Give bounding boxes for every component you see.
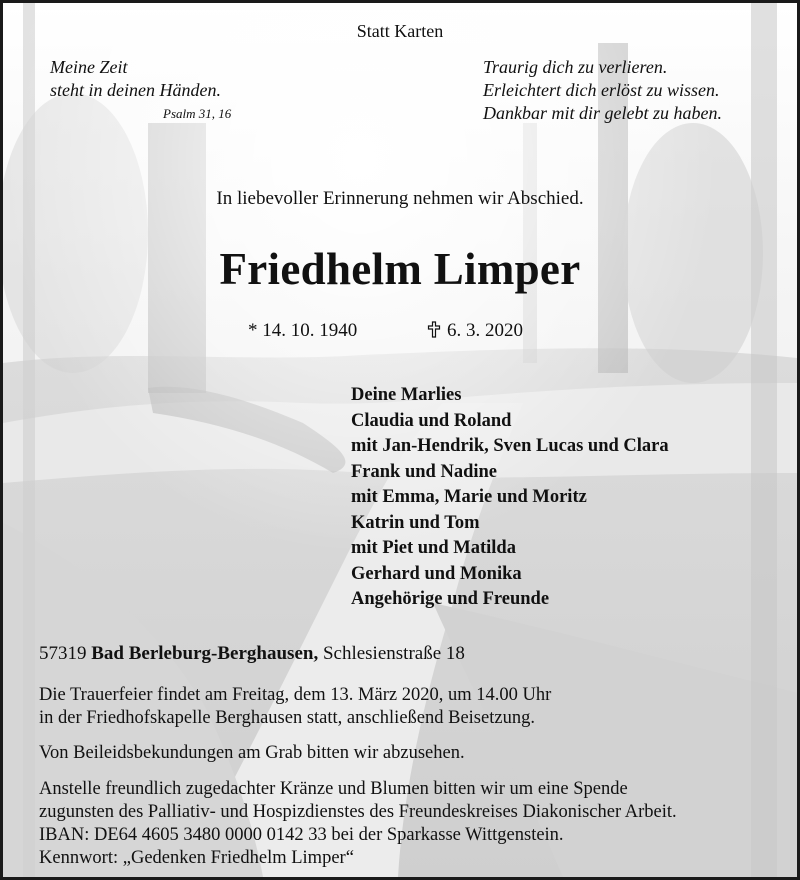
funeral-ceremony-info <box>39 684 551 730</box>
mourner-line: mit Emma, Marie und Moritz <box>351 487 587 507</box>
condolence-note: Von Beileidsbekundungen am Grab bitten wir abzusehen. <box>39 743 465 763</box>
postcode: 57319 <box>39 643 87 664</box>
psalm-reference: Psalm 31, 16 <box>163 106 232 121</box>
donation-request <box>39 778 677 870</box>
street: Schlesienstraße 18 <box>322 643 465 664</box>
cross-icon <box>427 321 441 338</box>
city: Bad Berleburg-Berghausen, <box>91 643 319 664</box>
mourner-line: Frank und Nadine <box>351 461 497 482</box>
mourner-line: Angehörige und Freunde <box>351 589 550 609</box>
mourners-list <box>351 383 669 613</box>
statt-karten-note: Statt Karten <box>356 21 444 41</box>
death-date: 6. 3. 2020 <box>447 320 523 341</box>
ceremony-line: in der Friedhofskapelle Berghausen statt, anschließend Beisetzung. <box>39 708 535 728</box>
donation-line: zugunsten des Palliativ- und Hospizdienstes des Freundeskreises Diakonischer Arbeit. <box>39 802 677 822</box>
verse-line: Dankbar mit dir gelebt zu haben. <box>483 103 722 123</box>
deceased-name: Friedhelm Limper <box>219 244 581 294</box>
mourner-line: Gerhard und Monika <box>351 563 522 584</box>
verse-line: steht in deinen Händen. <box>50 80 221 100</box>
donation-line: Anstelle freundlich zugedachter Kränze und Blumen bitten wir um eine Spende <box>39 779 628 799</box>
mourner-line: mit Jan-Hendrik, Sven Lucas und Clara <box>351 436 669 456</box>
mourner-line: mit Piet und Matilda <box>351 538 516 558</box>
ceremony-line: Die Trauerfeier findet am Freitag, dem 13. März 2020, um 14.00 Uhr <box>39 685 552 705</box>
death-date-group <box>427 320 523 342</box>
verse-line: Traurig dich zu verlieren. <box>483 57 668 77</box>
psalm-verse <box>50 56 221 102</box>
birth-date: * 14. 10. 1940 <box>248 320 358 341</box>
mourner-line: Deine Marlies <box>351 385 462 405</box>
mourner-line: Katrin und Tom <box>351 512 480 533</box>
family-address <box>39 643 465 665</box>
donation-line: Kennwort: „Gedenken Friedhelm Limper“ <box>39 848 354 868</box>
verse-line: Erleichtert dich erlöst zu wissen. <box>483 80 720 100</box>
donation-line: IBAN: DE64 4605 3480 0000 0142 33 bei der Sparkasse Wittgenstein. <box>39 825 564 845</box>
verse-line: Meine Zeit <box>50 57 128 77</box>
farewell-verse <box>483 56 722 125</box>
remembrance-intro: In liebevoller Erinnerung nehmen wir Abschied. <box>216 188 584 209</box>
mourner-line: Claudia und Roland <box>351 410 512 431</box>
